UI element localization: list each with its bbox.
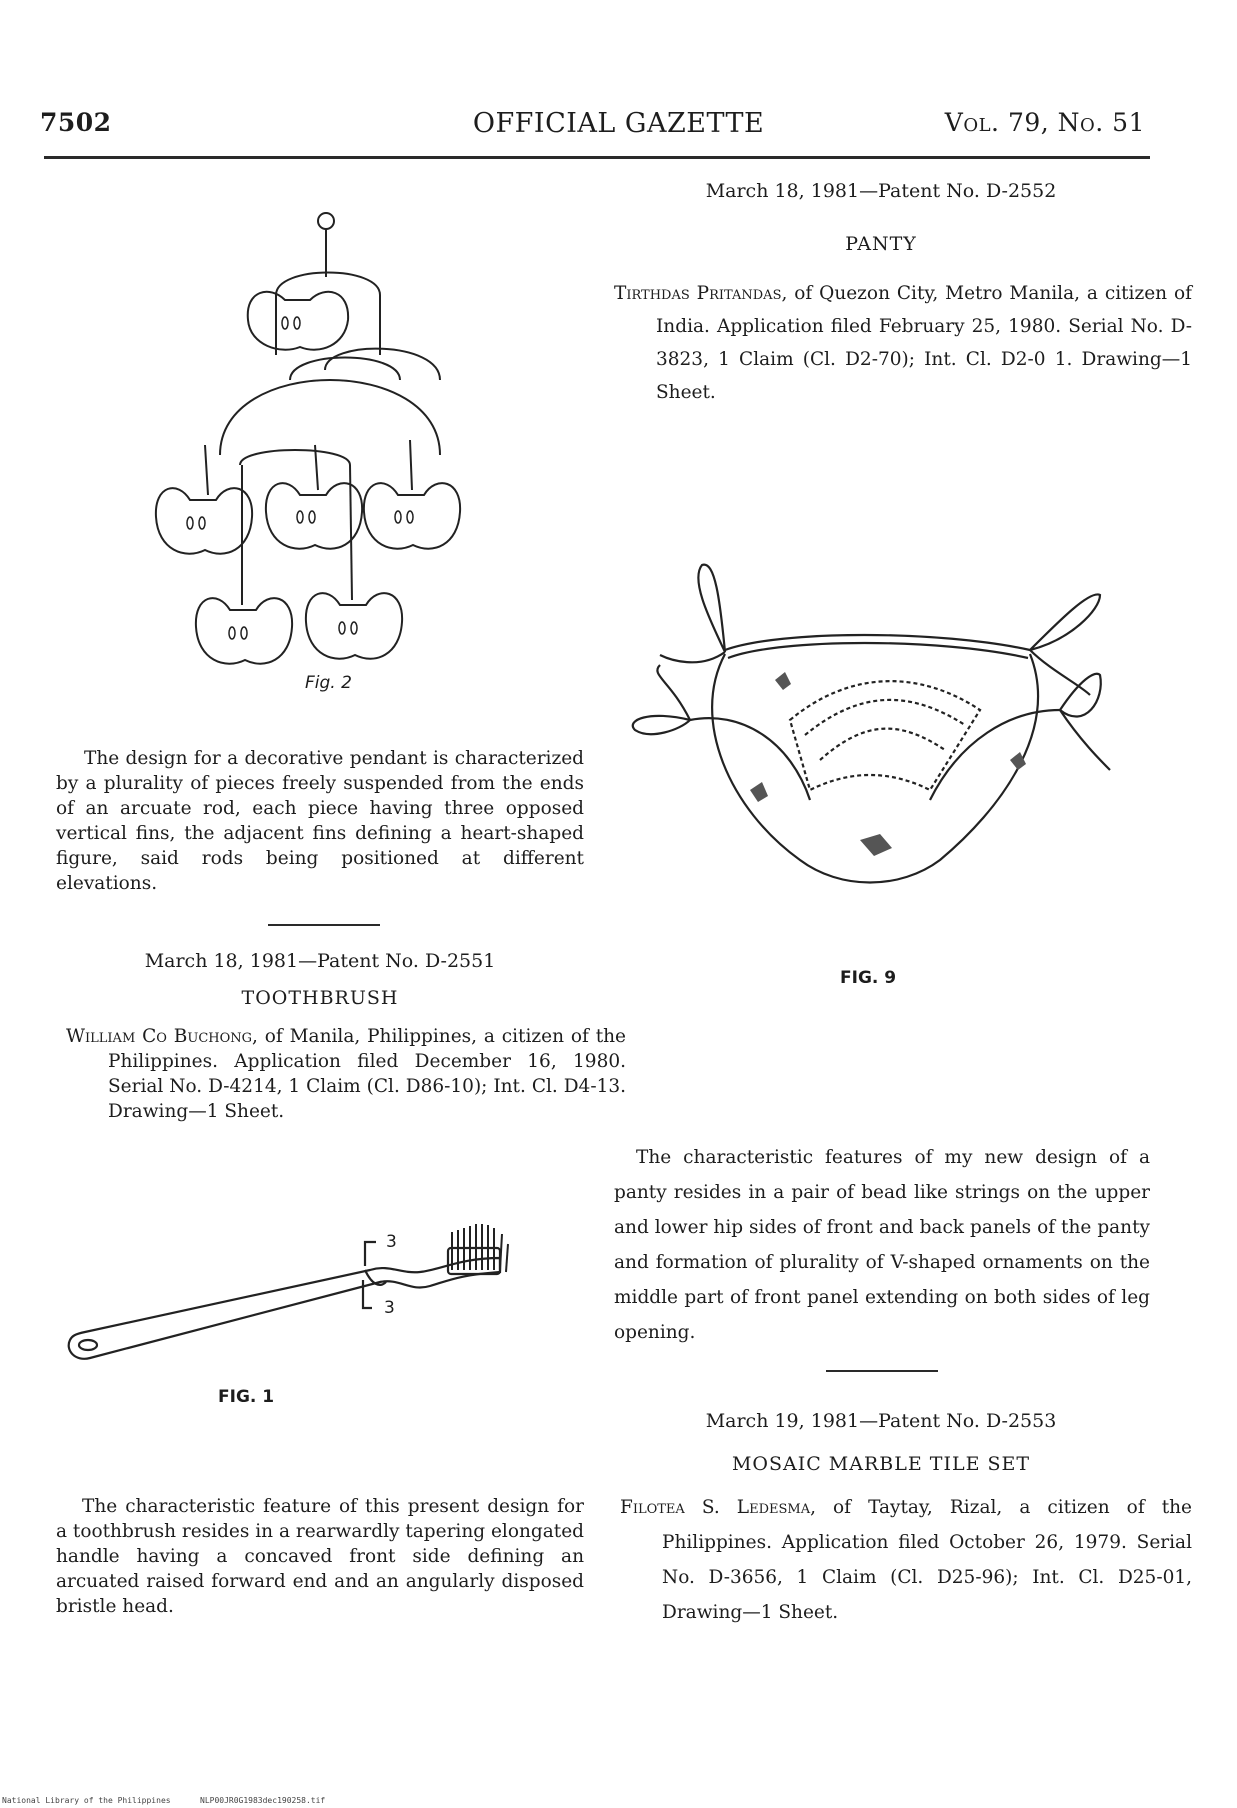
pendant-figure-label: Fig. 2 — [305, 673, 352, 693]
publication-title: OFFICIAL GAZETTE — [472, 108, 765, 139]
mosaic-date-patent: March 19, 1981—Patent No. D-2553 — [705, 1410, 1057, 1432]
toothbrush-ref-numeral-upper: 3 — [386, 1232, 397, 1252]
pendant-description: The design for a decorative pendant is characterized by a plurality of pieces freely suspended from the ends of an arcuate rod, each piece having three opposed vertical fins, the adjacent fins defining a heart-shaped figure, said rods being positioned at different elevations. — [56, 748, 584, 894]
footer-library: National Library of the Philippines — [2, 1796, 171, 1805]
toothbrush-figure-label: FIG. 1 — [218, 1387, 275, 1407]
toothbrush-title: TOOTHBRUSH — [241, 987, 399, 1009]
pendant-drawing — [150, 205, 470, 685]
toothbrush-drawing — [60, 1230, 580, 1390]
panty-description: The characteristic features of my new design of a panty resides in a pair of bead like strings on the upper and lower hip sides of front and back panels of the panty and formation of plurality of V-shaped ornaments on the middle part of front panel extending on both sides of leg opening. — [614, 1147, 1150, 1343]
mosaic-applicant: Filotea S. Ledesma, — [620, 1497, 816, 1518]
panty-details: of Quezon City, Metro Manila, a citizen of India. Application filed February 25, 1980. Serial No. D-3823, 1 Claim (Cl. D2-70); Int. Cl. D2-0 1. Drawing—1 Sheet. — [656, 283, 1192, 403]
section-divider — [268, 924, 380, 926]
mosaic-application — [620, 1490, 1192, 1630]
panty-applicant: Tirthdas Pritandas, — [614, 283, 788, 304]
panty-date-patent: March 18, 1981—Patent No. D-2552 — [705, 180, 1057, 202]
toothbrush-application — [66, 1024, 626, 1124]
panty-figure-label: FIG. 9 — [840, 968, 897, 988]
panty-application — [614, 277, 1192, 409]
toothbrush-applicant: William Co Buchong, — [66, 1026, 258, 1047]
toothbrush-date-patent: March 18, 1981—Patent No. D-2551 — [144, 950, 496, 972]
header-rule — [44, 156, 1150, 159]
section-divider-right — [826, 1370, 938, 1372]
footer-file: NLP00JR0G1983dec190258.tif — [200, 1796, 326, 1805]
panty-title: PANTY — [845, 233, 917, 255]
toothbrush-details: of Manila, Philippines, a citizen of the Philippines. Application filed December 16, 1980. Serial No. D-4214, 1 Claim (Cl. D86-10); Int. Cl. D4-13. Drawing—1 Sheet. — [108, 1026, 626, 1122]
toothbrush-ref-numeral-lower: 3 — [384, 1298, 395, 1318]
toothbrush-description: The characteristic feature of this present design for a toothbrush resides in a rearwardly tapering elongated handle having a concaved front side defining an arcuated raised forward end and an angularly disposed bristle head. — [56, 1496, 584, 1617]
panty-drawing — [630, 560, 1120, 910]
mosaic-details: of Taytay, Rizal, a citizen of the Philippines. Application filed October 26, 1979. Serial No. D-3656, 1 Claim (Cl. D25-96); Int. Cl. D25-01, Drawing—1 Sheet. — [662, 1497, 1193, 1623]
page-number: 7502 — [40, 108, 112, 137]
volume-issue: Vol. 79, No. 51 — [944, 108, 1145, 137]
mosaic-title: MOSAIC MARBLE TILE SET — [731, 1453, 1031, 1475]
